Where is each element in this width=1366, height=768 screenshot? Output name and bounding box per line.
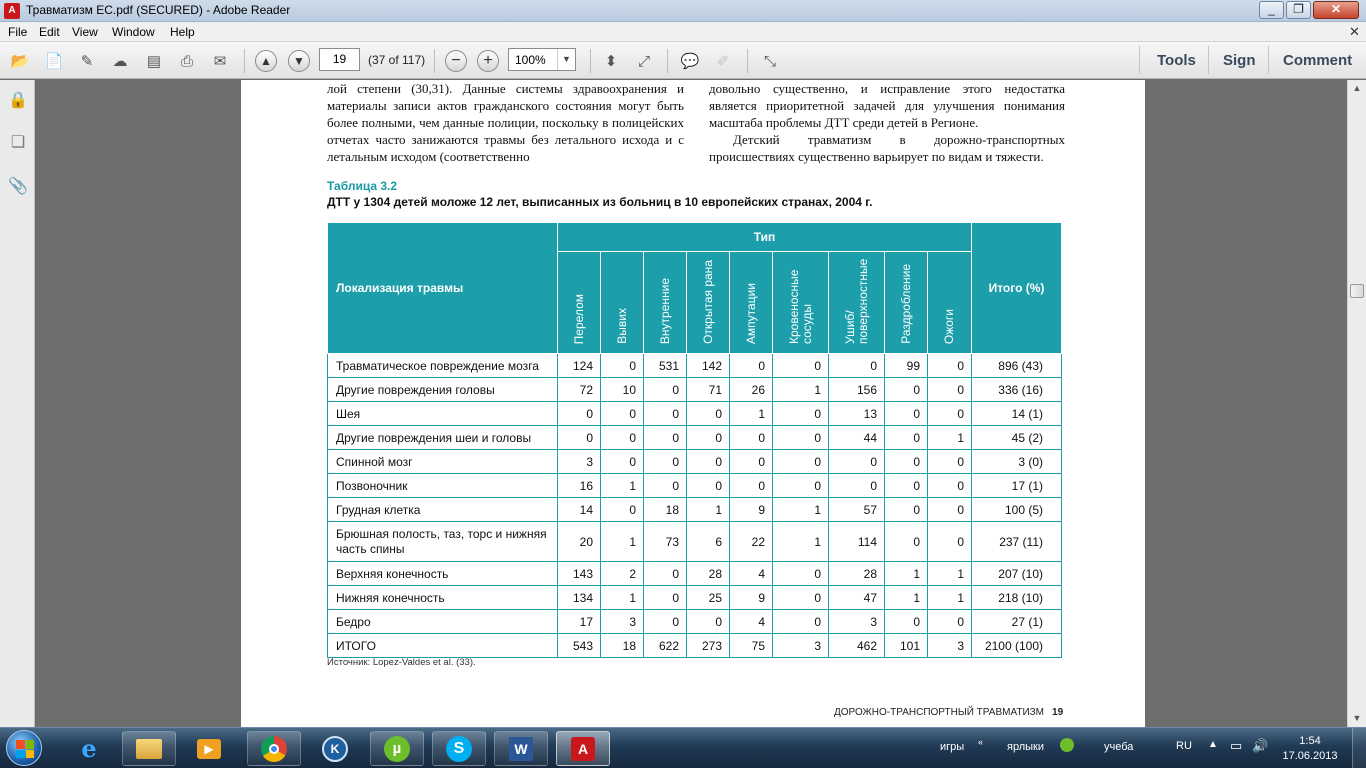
comment-bubble-icon[interactable]: 💬 (680, 53, 700, 70)
header-total: Итого (%) (972, 223, 1062, 354)
system-clock[interactable] (1280, 734, 1340, 764)
page-thumbnails-icon[interactable]: ❏ (10, 134, 26, 151)
adobe-reader-icon: A (4, 3, 20, 19)
column-header (644, 252, 687, 354)
table-row (328, 498, 1062, 522)
table-cell: 531 (644, 354, 687, 378)
table-cell: 0 (885, 522, 928, 562)
scrollbar-thumb[interactable] (1350, 284, 1364, 298)
toolbar-separator (1208, 46, 1209, 74)
clock-date: 17.06.2013 (1282, 750, 1338, 762)
row-label: Другие повреждения головы (328, 378, 558, 402)
column-header-label: Кровеносные сосуды (786, 269, 814, 344)
table-cell: 4 (730, 562, 773, 586)
table-cell: 1 (601, 474, 644, 498)
tray-folder-games[interactable]: игры (940, 741, 965, 753)
close-document-icon[interactable]: ✕ (1349, 24, 1360, 39)
scroll-up-icon[interactable]: ▲ (1352, 83, 1362, 93)
table-cell: 134 (558, 586, 601, 610)
kmplayer-icon[interactable]: K (308, 731, 362, 766)
table-cell: 1 (773, 378, 829, 402)
table-cell: 72 (558, 378, 601, 402)
column-header (885, 252, 928, 354)
highlight-icon[interactable]: ✐ (716, 53, 730, 70)
close-button[interactable]: ✕ (1313, 1, 1359, 19)
table-cell: 2 (601, 562, 644, 586)
table-cell: 0 (644, 426, 687, 450)
table-cell: 462 (829, 634, 885, 658)
table-cell: 543 (558, 634, 601, 658)
table-cell: 0 (601, 498, 644, 522)
table-cell: 1 (601, 586, 644, 610)
table-cell: 13 (829, 402, 885, 426)
adobe-reader-taskbar-icon[interactable]: A (556, 731, 610, 766)
row-total: 336 (16) (972, 378, 1062, 402)
row-total: 100 (5) (972, 498, 1062, 522)
row-total: 237 (11) (972, 522, 1062, 562)
table-cell: 57 (829, 498, 885, 522)
navigation-pane (0, 80, 35, 727)
table-cell: 0 (773, 562, 829, 586)
table-cell: 0 (644, 562, 687, 586)
row-total: 14 (1) (972, 402, 1062, 426)
table-cell: 1 (773, 522, 829, 562)
data-table (327, 222, 1062, 658)
row-total: 17 (1) (972, 474, 1062, 498)
column-header (730, 252, 773, 354)
zoom-out-icon[interactable]: − (445, 50, 467, 72)
menu-window[interactable]: Window (112, 25, 155, 39)
table-cell: 1 (601, 522, 644, 562)
table-cell: 0 (687, 426, 730, 450)
column-header (558, 252, 601, 354)
table-cell: 273 (687, 634, 730, 658)
maximize-button[interactable]: ❐ (1286, 1, 1311, 19)
table-row (328, 586, 1062, 610)
table-row (328, 562, 1062, 586)
table-cell: 0 (829, 450, 885, 474)
table-cell: 0 (885, 474, 928, 498)
column-header (829, 252, 885, 354)
attachment-icon[interactable]: 📎 (8, 178, 28, 195)
row-label: Верхняя конечность (328, 562, 558, 586)
show-desktop-button[interactable] (1352, 728, 1366, 768)
table-cell: 9 (730, 498, 773, 522)
table-row (328, 426, 1062, 450)
table-cell: 0 (928, 498, 972, 522)
menu-file[interactable]: File (8, 25, 28, 39)
table-cell: 0 (773, 426, 829, 450)
table-row (328, 522, 1062, 562)
table-row (328, 378, 1062, 402)
table-cell: 0 (773, 354, 829, 378)
table-cell: 0 (928, 378, 972, 402)
table-row (328, 402, 1062, 426)
table-cell: 14 (558, 498, 601, 522)
start-button[interactable] (6, 730, 42, 766)
save-icon[interactable]: ▤ (146, 53, 162, 70)
row-label: Бедро (328, 610, 558, 634)
column-header-label: Ожоги (942, 308, 956, 344)
row-total: 207 (10) (972, 562, 1062, 586)
language-indicator[interactable]: RU (1176, 740, 1192, 752)
column-header-label: Ампутации (743, 282, 758, 344)
windows-logo-icon (16, 740, 34, 758)
menu-help[interactable]: Help (170, 25, 195, 39)
table-cell: 101 (885, 634, 928, 658)
table-cell: 0 (644, 474, 687, 498)
table-cell: 0 (730, 474, 773, 498)
column-header-label: Ушиб/ поверхностные (842, 258, 870, 344)
table-cell: 1 (885, 586, 928, 610)
table-cell: 0 (601, 426, 644, 450)
network-icon[interactable]: ▭ (1230, 738, 1243, 753)
column-header-label: Открытая рана (700, 260, 715, 344)
column-header-label: Раздробление (898, 264, 913, 344)
column-header (687, 252, 730, 354)
table-cell: 47 (829, 586, 885, 610)
utorrent-icon[interactable]: µ (370, 731, 424, 766)
zoom-in-icon[interactable]: + (477, 50, 499, 72)
row-label: Позвоночник (328, 474, 558, 498)
menu-view[interactable]: View (72, 25, 98, 39)
media-player-icon[interactable]: ▶ (182, 731, 236, 766)
table-cell: 0 (687, 610, 730, 634)
table-cell: 4 (730, 610, 773, 634)
table-cell: 0 (644, 402, 687, 426)
row-total: 896 (43) (972, 354, 1062, 378)
table-cell: 9 (730, 586, 773, 610)
menu-bar (0, 22, 1366, 42)
skype-icon[interactable]: S (432, 731, 486, 766)
tools-button[interactable]: Tools (1157, 52, 1196, 69)
row-label: ИТОГО (328, 634, 558, 658)
row-label: Шея (328, 402, 558, 426)
table-cell: 0 (773, 586, 829, 610)
header-location: Локализация травмы (328, 223, 558, 354)
next-page-icon[interactable]: ▼ (288, 50, 310, 72)
row-label: Спинной мозг (328, 450, 558, 474)
table-cell: 20 (558, 522, 601, 562)
table-cell: 3 (829, 610, 885, 634)
table-cell: 0 (730, 426, 773, 450)
row-total: 27 (1) (972, 610, 1062, 634)
table-cell: 44 (829, 426, 885, 450)
table-cell: 0 (601, 450, 644, 474)
toolbar-separator (434, 49, 435, 73)
toolbar-separator (667, 49, 668, 73)
table-cell: 0 (885, 378, 928, 402)
table-cell: 3 (601, 610, 644, 634)
toolbar-separator (590, 49, 591, 73)
table-row (328, 634, 1062, 658)
table-caption: Таблица 3.2 (327, 179, 398, 193)
table-cell: 0 (687, 474, 730, 498)
previous-page-icon[interactable]: ▲ (255, 50, 277, 72)
table-cell: 622 (644, 634, 687, 658)
row-label: Другие повреждения шеи и головы (328, 426, 558, 450)
row-total: 45 (2) (972, 426, 1062, 450)
row-label: Нижняя конечность (328, 586, 558, 610)
toolbar-separator (747, 49, 748, 73)
table-cell: 75 (730, 634, 773, 658)
upload-cloud-icon[interactable]: ☁ (112, 53, 128, 70)
table-cell: 0 (928, 402, 972, 426)
toolbar-separator (244, 49, 245, 73)
toolbar-separator (1268, 46, 1269, 74)
lock-icon[interactable]: 🔒 (8, 92, 28, 109)
source-note: Источник: Lopez-Valdes et al. (33). (327, 657, 476, 668)
table-cell: 0 (644, 450, 687, 474)
table-cell: 1 (773, 498, 829, 522)
open-folder-icon[interactable]: 📂 (10, 53, 30, 70)
utorrent-tray-icon[interactable] (1060, 738, 1074, 752)
table-cell: 0 (644, 586, 687, 610)
table-cell: 0 (644, 610, 687, 634)
table-cell: 0 (885, 498, 928, 522)
table-cell: 0 (885, 402, 928, 426)
edit-pdf-icon[interactable]: ✎ (80, 53, 94, 70)
table-cell: 1 (928, 586, 972, 610)
chevron-icon[interactable]: « (978, 737, 984, 747)
table-cell: 1 (928, 562, 972, 586)
table-cell: 0 (730, 450, 773, 474)
table-cell: 156 (829, 378, 885, 402)
page-count: (37 of 117) (368, 53, 426, 67)
taskbar (0, 727, 1366, 768)
internet-explorer-icon[interactable]: e (81, 734, 97, 763)
table-cell: 1 (885, 562, 928, 586)
table-cell: 0 (928, 610, 972, 634)
minimize-button[interactable]: _ (1259, 1, 1284, 19)
email-icon[interactable]: ✉ (213, 53, 227, 70)
volume-icon[interactable]: 🔊 (1252, 738, 1269, 753)
table-cell: 18 (644, 498, 687, 522)
table-cell: 0 (829, 354, 885, 378)
fit-width-icon[interactable]: ⤢ (637, 52, 650, 70)
row-label: Брюшная полость, таз, торс и нижняя часть спины (328, 522, 558, 562)
table-cell: 0 (687, 450, 730, 474)
table-cell: 0 (885, 610, 928, 634)
row-total: 2100 (100) (972, 634, 1062, 658)
row-total: 218 (10) (972, 586, 1062, 610)
column-header-label: Перелом (571, 293, 586, 344)
table-cell: 0 (773, 610, 829, 634)
table-cell: 0 (885, 426, 928, 450)
row-total: 3 (0) (972, 450, 1062, 474)
table-row (328, 450, 1062, 474)
document-area (36, 80, 1347, 727)
title-bar (0, 0, 1366, 22)
right-column-text (709, 80, 1065, 165)
toolbar-separator (1139, 46, 1140, 74)
chevron-down-icon[interactable]: ▼ (557, 49, 575, 70)
clock-time: 1:54 (1299, 735, 1321, 747)
table-cell: 1 (730, 402, 773, 426)
table-cell: 10 (601, 378, 644, 402)
right-column-paragraph: довольно существенно, и исправление этого недостатка является приоритетной задачей для улучшения понимания масштаба проблемы ДТТ среди детей в Регионе. (709, 81, 1065, 130)
file-explorer-icon[interactable] (122, 731, 176, 766)
table-cell: 3 (773, 634, 829, 658)
pdf-page (241, 80, 1145, 727)
right-column-paragraph: Детский травматизм в дорожно-транспортных происшествиях существенно варьирует по видам и тяжести. (709, 132, 1065, 164)
footer-title: ДОРОЖНО-ТРАНСПОРТНЫЙ ТРАВМАТИЗМ (834, 707, 1045, 718)
table-cell: 99 (885, 354, 928, 378)
table-cell: 0 (644, 378, 687, 402)
column-header-label: Вывих (614, 308, 629, 344)
tray-folder-shortcuts[interactable]: ярлыки (1007, 741, 1044, 753)
row-label: Травматическое повреждение мозга (328, 354, 558, 378)
vertical-scrollbar[interactable] (1347, 80, 1366, 727)
column-header (928, 252, 972, 354)
create-pdf-icon[interactable]: 📄 (44, 53, 64, 70)
zoom-select[interactable] (508, 48, 576, 71)
table-cell: 6 (687, 522, 730, 562)
table-cell: 28 (829, 562, 885, 586)
table-cell: 0 (928, 522, 972, 562)
column-header (601, 252, 644, 354)
table-row (328, 610, 1062, 634)
table-cell: 0 (928, 450, 972, 474)
table-cell: 17 (558, 610, 601, 634)
table-cell: 0 (601, 402, 644, 426)
table-cell: 1 (687, 498, 730, 522)
table-cell: 0 (558, 402, 601, 426)
table-cell: 0 (558, 426, 601, 450)
table-cell: 28 (687, 562, 730, 586)
table-cell: 0 (601, 354, 644, 378)
table-cell: 124 (558, 354, 601, 378)
table-cell: 143 (558, 562, 601, 586)
row-label: Грудная клетка (328, 498, 558, 522)
menu-edit[interactable]: Edit (39, 25, 60, 39)
table-cell: 22 (730, 522, 773, 562)
comment-button[interactable]: Comment (1283, 52, 1353, 69)
table-row (328, 354, 1062, 378)
table-cell: 26 (730, 378, 773, 402)
table-cell: 0 (829, 474, 885, 498)
header-type: Тип (558, 223, 972, 252)
page-footer (834, 707, 1063, 718)
column-header-label: Внутренние (657, 277, 672, 344)
table-cell: 25 (687, 586, 730, 610)
page-number-input[interactable]: 19 (319, 48, 360, 71)
table-cell: 3 (558, 450, 601, 474)
table-cell: 16 (558, 474, 601, 498)
table-cell: 142 (687, 354, 730, 378)
fullscreen-icon[interactable]: ⤡ (763, 52, 776, 70)
table-cell: 0 (773, 474, 829, 498)
footer-page-number: 19 (1052, 707, 1064, 718)
table-cell: 114 (829, 522, 885, 562)
table-cell: 3 (928, 634, 972, 658)
table-cell: 71 (687, 378, 730, 402)
zoom-value: 100% (515, 53, 546, 67)
table-cell: 0 (928, 354, 972, 378)
table-row (328, 474, 1062, 498)
show-hidden-icons-icon[interactable]: ▲ (1208, 739, 1218, 750)
table-cell: 18 (601, 634, 644, 658)
table-cell: 0 (773, 402, 829, 426)
table-cell: 0 (687, 402, 730, 426)
table-cell: 1 (928, 426, 972, 450)
table-cell: 0 (773, 450, 829, 474)
tray-folder-study[interactable]: учеба (1104, 741, 1134, 753)
word-icon[interactable]: W (494, 731, 548, 766)
sign-button[interactable]: Sign (1223, 52, 1256, 69)
table-cell: 0 (885, 450, 928, 474)
window-title: Травматизм ЕС.pdf (SECURED) - Adobe Reader (26, 3, 291, 17)
table-cell: 73 (644, 522, 687, 562)
table-cell: 0 (928, 474, 972, 498)
table-cell: 0 (730, 354, 773, 378)
print-icon[interactable]: ⎙ (180, 52, 193, 70)
table-title: ДТТ у 1304 детей моложе 12 лет, выписанных из больниц в 10 европейских странах, 2004 г. (327, 195, 873, 209)
column-header (773, 252, 829, 354)
left-column-text: лой степени (30,31). Данные системы здравоохранения и материалы записи актов гражданского состояния могут быть более полными, чем данные полиции, поскольку в полицейских отчетах часто занижаются травмы без летального исхода и с летальным исходом (соответственно (327, 81, 684, 164)
fit-page-icon[interactable]: ⬍ (604, 53, 618, 70)
scroll-down-icon[interactable]: ▼ (1352, 713, 1362, 723)
chrome-icon[interactable] (247, 731, 301, 766)
